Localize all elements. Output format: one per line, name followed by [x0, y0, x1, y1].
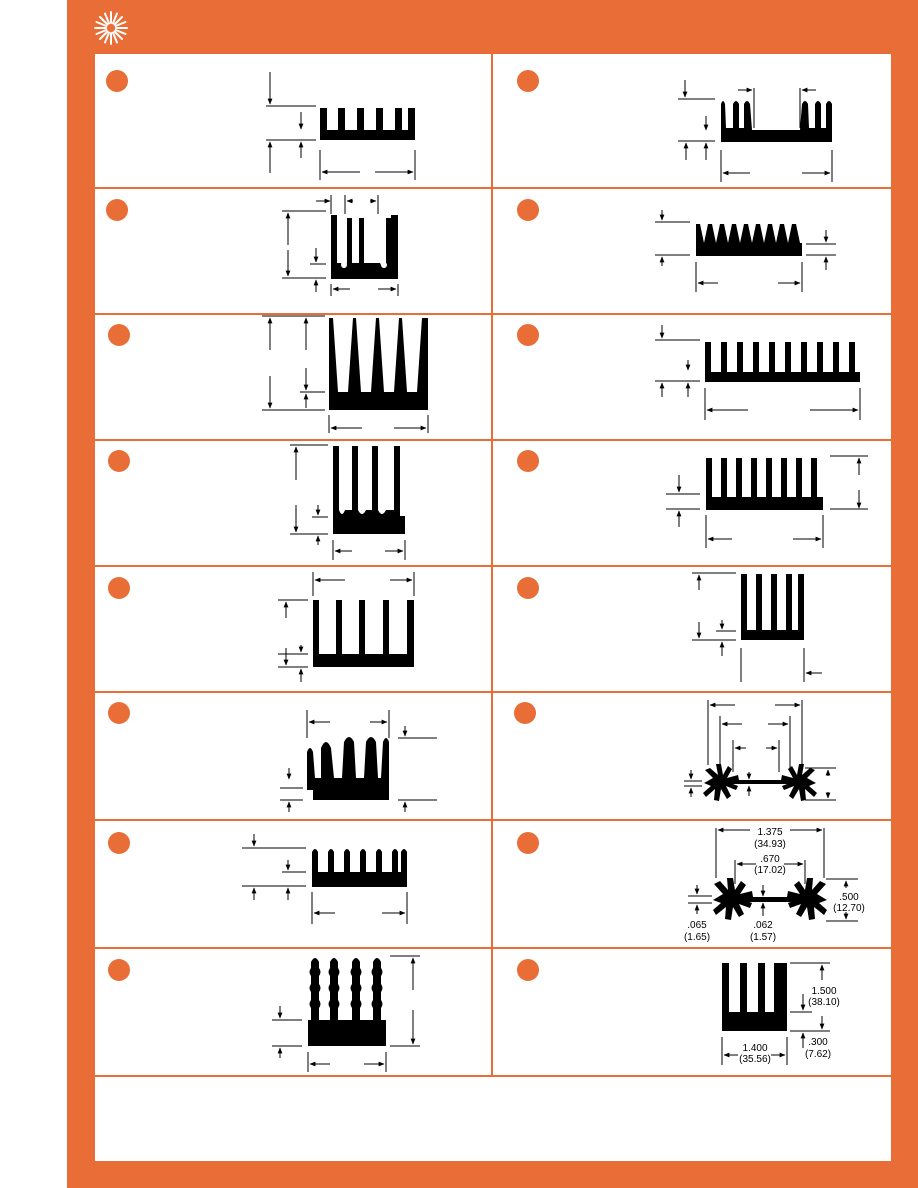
profile-5	[262, 316, 428, 433]
p16-width-in: 1.400	[742, 1043, 768, 1054]
profile-drawings	[95, 54, 891, 1161]
p14-web-in: .062	[753, 920, 773, 931]
profile-16	[722, 963, 840, 1065]
p14-height-in: .500	[839, 892, 859, 903]
p16-height-mm: (38.10)	[808, 997, 840, 1008]
starburst-logo-icon	[93, 10, 129, 46]
profile-15	[272, 956, 420, 1072]
p14-base-mm: (1.65)	[683, 932, 711, 943]
p14-inner-in: .670	[760, 854, 780, 865]
profile-6	[655, 325, 860, 420]
profile-13	[242, 834, 407, 924]
p16-width-mm: (35.56)	[739, 1054, 771, 1065]
profile-1	[266, 72, 415, 180]
p16-base-in: .300	[808, 1037, 828, 1048]
item-number-dots	[106, 70, 539, 981]
profile-8	[666, 456, 868, 548]
profile-7	[290, 445, 405, 560]
profile-11	[280, 710, 437, 812]
profile-12	[684, 700, 836, 801]
profile-10	[692, 573, 822, 682]
p16-height-in: 1.500	[811, 986, 837, 997]
p14-width-mm: (34.93)	[754, 839, 786, 850]
profile-3	[282, 195, 398, 296]
p14-web-mm: (1.57)	[749, 932, 777, 943]
p14-width-in: 1.375	[757, 827, 783, 838]
p14-inner-mm: (17.02)	[754, 865, 786, 876]
profile-9	[278, 572, 414, 682]
catalog-panel	[95, 54, 891, 1161]
profile-2	[678, 80, 832, 182]
p14-height-mm: (12.70)	[833, 903, 865, 914]
profile-4	[655, 210, 836, 292]
p14-base-in: .065	[687, 920, 707, 931]
profile-14	[684, 827, 865, 943]
p16-base-mm: (7.62)	[804, 1049, 832, 1060]
